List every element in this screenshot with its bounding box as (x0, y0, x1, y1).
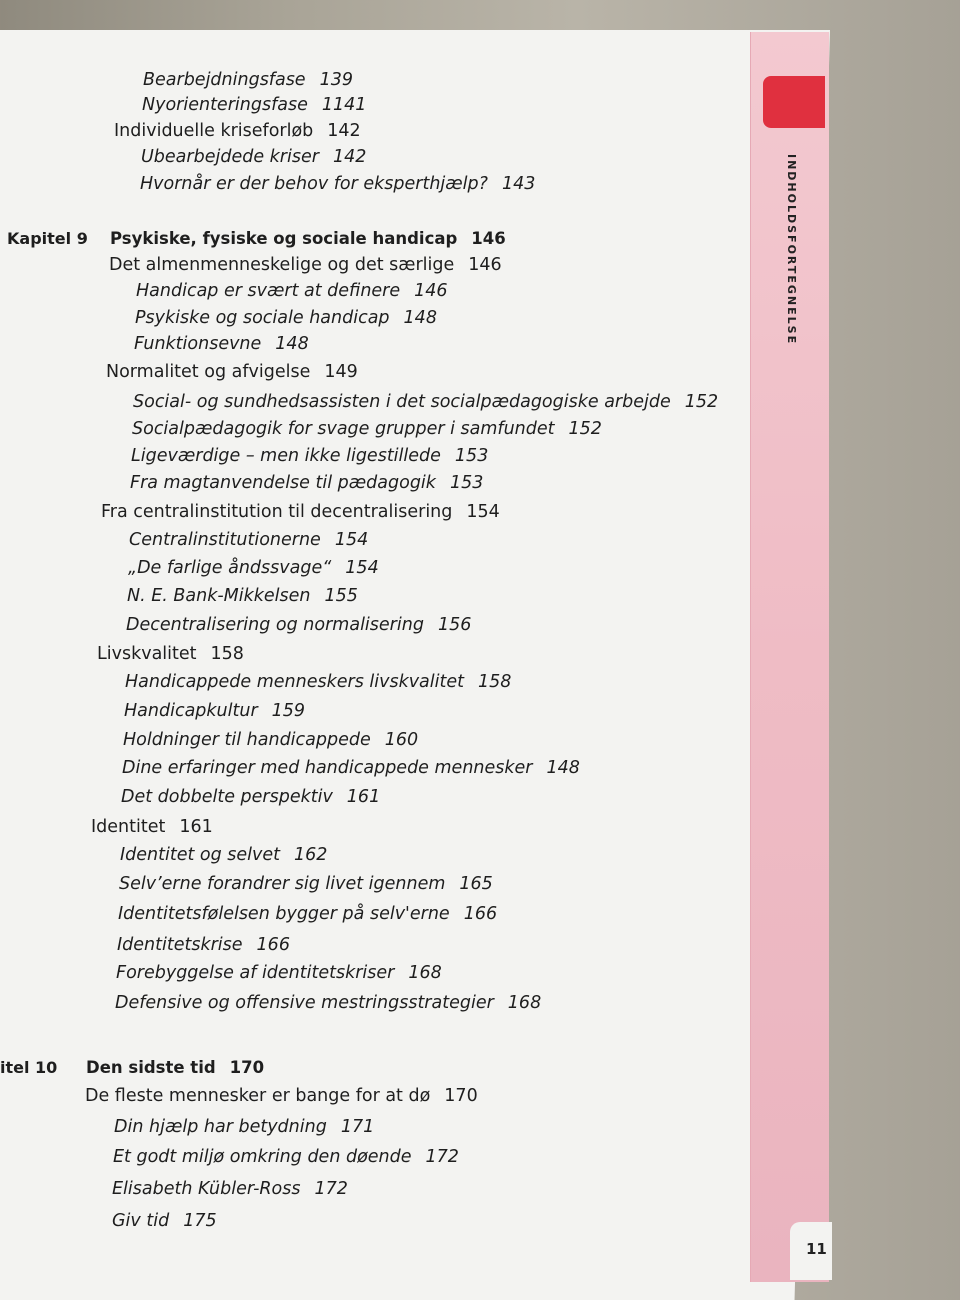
chapter-title: Psykiske, fysiske og sociale handicap 146 (110, 229, 506, 248)
toc-entry: Identitet og selvet 162 (120, 845, 328, 865)
chapter-tab-marker (763, 76, 825, 128)
toc-entry: Psykiske og sociale handicap 148 (135, 308, 437, 328)
toc-entry: De fleste mennesker er bange for at dø 170 (85, 1086, 478, 1106)
toc-entry: Nyorienteringsfase 1141 (142, 95, 367, 115)
toc-entry: Individuelle kriseforløb 142 (114, 121, 361, 141)
toc-entry: Hvornår er der behov for eksperthjælp? 143 (140, 174, 536, 194)
toc-entry: Fra magtanvendelse til pædagogik 153 (130, 473, 484, 493)
toc-entry: Din hjælp har betydning 171 (114, 1117, 375, 1137)
toc-entry: Giv tid 175 (112, 1211, 217, 1231)
side-section-label: INDHOLDSFORTEGNELSE (785, 154, 798, 346)
toc-entry: Forebyggelse af identitetskriser 168 (116, 963, 442, 983)
toc-entry: Identitetsfølelsen bygger på selv'erne 166 (118, 904, 498, 924)
toc-entry: Selv’erne forandrer sig livet igennem 165 (119, 874, 493, 894)
toc-entry: N. E. Bank-Mikkelsen 155 (127, 586, 358, 606)
chapter-label: Kapitel 9 (7, 229, 88, 248)
page-number: 11 (806, 1240, 827, 1258)
toc-entry: Identitet 161 (91, 817, 213, 837)
toc-entry: Centralinstitutionerne 154 (129, 530, 369, 550)
toc-entry: Elisabeth Kübler-Ross 172 (112, 1179, 348, 1199)
toc-entry: Decentralisering og normalisering 156 (126, 615, 472, 635)
toc-entry: Funktionsevne 148 (134, 334, 309, 354)
toc-entry: Handicapkultur 159 (124, 701, 306, 721)
toc-entry: Ubearbejdede kriser 142 (141, 147, 367, 167)
toc-entry: Det almenmenneskelige og det særlige 146 (109, 255, 502, 275)
toc-entry: Bearbejdningsfase 139 (143, 70, 353, 90)
toc-entry: Identitetskrise 166 (117, 935, 290, 955)
chapter-label: itel 10 (0, 1058, 58, 1077)
toc-entry: Holdninger til handicappede 160 (123, 730, 419, 750)
toc-entry: Fra centralinstitution til decentralisering 154 (101, 502, 500, 522)
toc-entry: Livskvalitet 158 (97, 644, 244, 664)
toc-entry: Defensive og offensive mestringsstrategier 168 (115, 993, 542, 1013)
toc-entry: Handicap er svært at definere 146 (136, 281, 448, 301)
toc-entry: Socialpædagogik for svage grupper i samfundet 152 (132, 419, 602, 439)
toc-entry: Ligeværdige – men ikke ligestillede 153 (131, 446, 489, 466)
toc-entry: Handicappede menneskers livskvalitet 158 (125, 672, 512, 692)
toc-entry: Et godt miljø omkring den døende 172 (113, 1147, 459, 1167)
chapter-title: Den sidste tid 170 (86, 1058, 265, 1077)
toc-entry: Social- og sundhedsassisten i det socialpædagogiske arbejde 152 (133, 392, 719, 412)
toc-entry: „De farlige åndssvage“ 154 (128, 558, 379, 578)
toc-entry: Normalitet og afvigelse 149 (106, 362, 358, 382)
toc-entry: Dine erfaringer med handicappede mennesker 148 (122, 758, 580, 778)
toc-entry: Det dobbelte perspektiv 161 (121, 787, 381, 807)
